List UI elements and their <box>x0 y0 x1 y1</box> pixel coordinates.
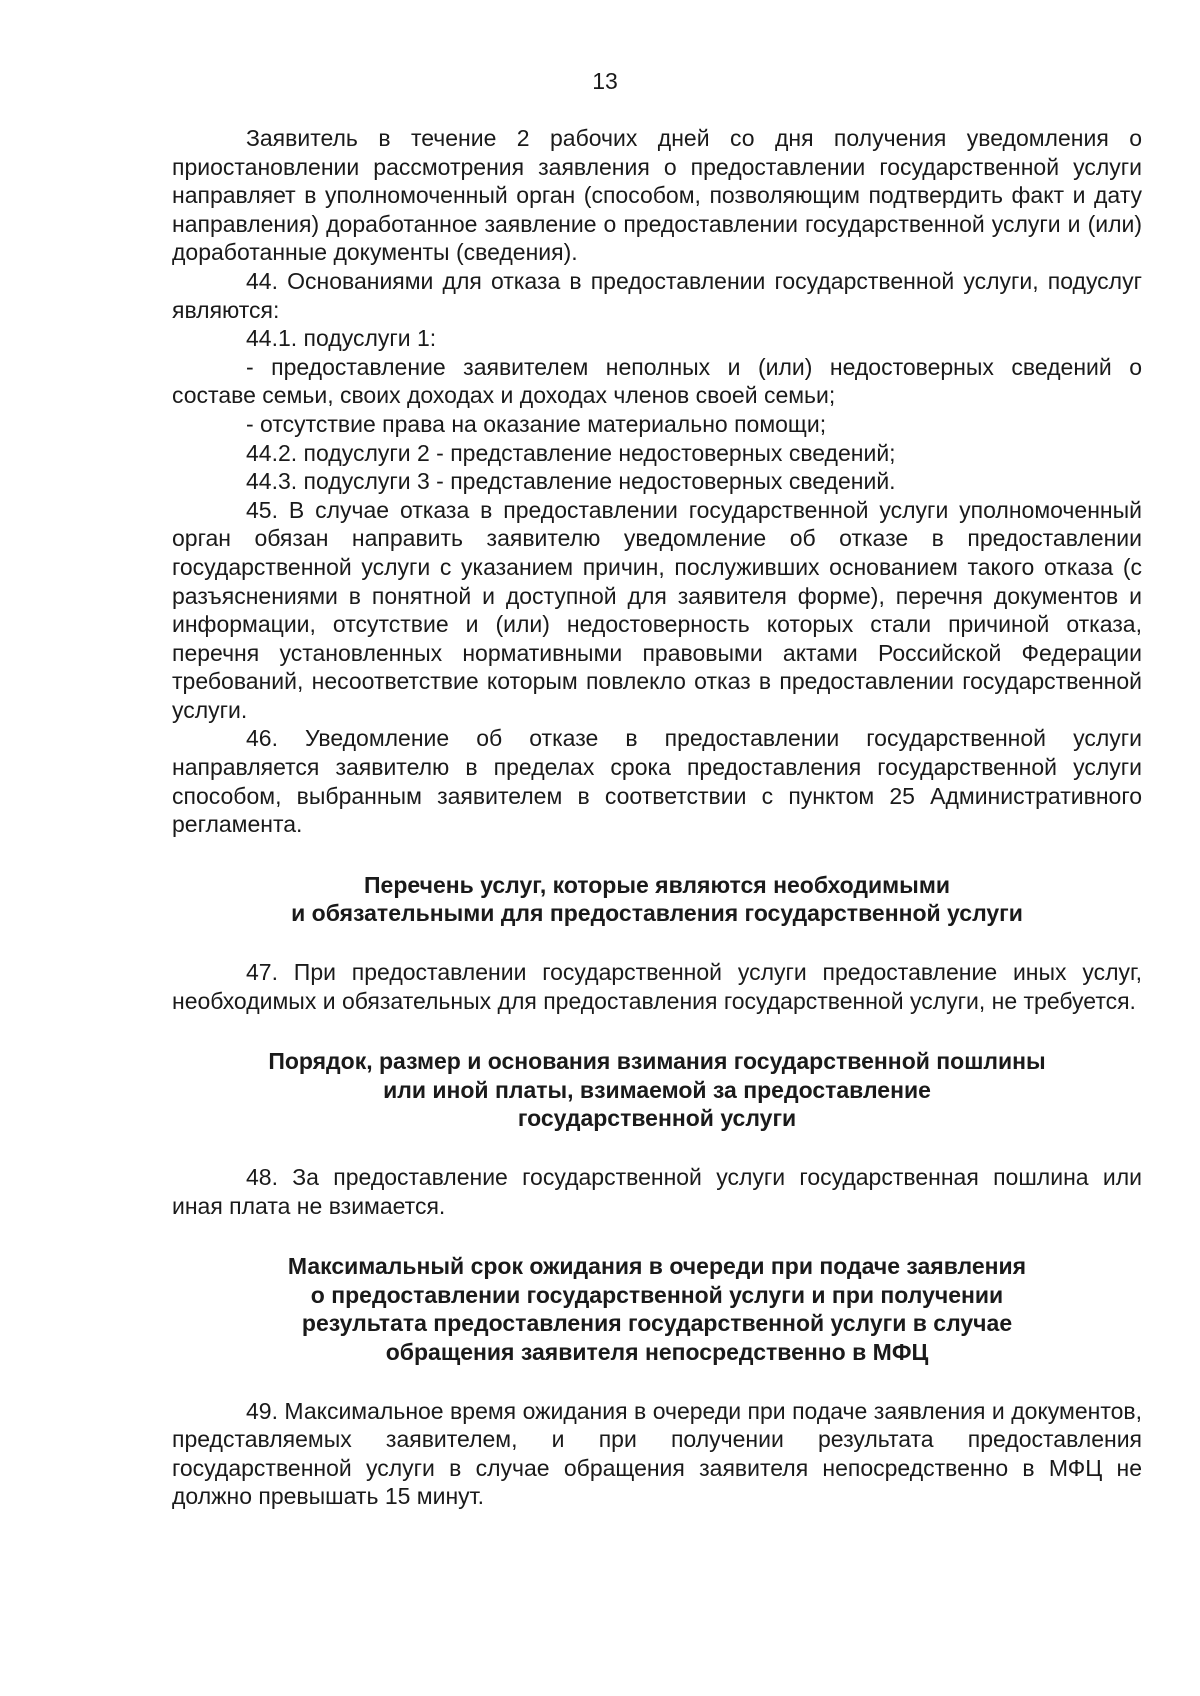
paragraph-44-1-item-a: - предоставление заявителем неполных и (или) недостоверных сведений о составе семьи, своих доходах и доходах членов своей семьи; <box>172 353 1142 409</box>
paragraph-48: 48. За предоставление государственной услуги государственная пошлина или иная плата не взимается. <box>172 1164 1142 1219</box>
page-number: 13 <box>592 68 618 94</box>
heading-line: Максимальный срок ожидания в очереди при подаче заявления <box>287 1253 1027 1280</box>
document-body <box>172 124 1142 1511</box>
heading-line: результата предоставления государственной услуги в случае <box>301 1310 1013 1337</box>
paragraph-44-1-item-b: - отсутствие права на оказание материально помощи; <box>246 410 827 437</box>
paragraph-45: 45. В случае отказа в предоставлении государственной услуги уполномоченный орган обязан направить заявителю уведомление об отказе в предоставлении государственной услуги с указанием причин, послуживших основанием такого отказа (с разъяснениями в понятной и доступной для заявителя форме), перечня документов и информации, отсутствие и (или) недостоверность которых стали причиной отказа, перечня установленных нормативными правовыми актами Российской Федерации требований, несоответствие которым повлекло отказ в предоставлении государственной услуги. <box>172 496 1142 723</box>
section-heading-state-fee <box>172 1047 1142 1133</box>
paragraph-44: 44. Основаниями для отказа в предоставлении государственной услуги, подуслуг являются: <box>172 267 1142 323</box>
paragraph-resubmission: Заявитель в течение 2 рабочих дней со дня получения уведомления о приостановлении рассмотрения заявления о предоставлении государственной услуги направляет в уполномоченный орган (способом, позволяющим подтвердить факт и дату направления) доработанное заявление о предоставлении государственной услуги и (или) доработанные документы (сведения). <box>172 125 1142 266</box>
paragraph-47: 47. При предоставлении государственной услуги предоставление иных услуг, необходимых и обязательных для предоставления государственной услуги, не требуется. <box>172 959 1142 1014</box>
paragraph-44-2: 44.2. подуслуги 2 - представление недостоверных сведений; <box>246 439 896 466</box>
heading-line: или иной платы, взимаемой за предоставление <box>383 1076 931 1103</box>
heading-line: обращения заявителя непосредственно в МФЦ <box>385 1338 929 1365</box>
heading-line: государственной услуги <box>517 1105 797 1132</box>
heading-line: Перечень услуг, которые являются необходимыми <box>364 871 950 898</box>
heading-line: и обязательными для предоставления государственной услуги <box>291 900 1023 927</box>
section-heading-max-wait-time <box>172 1252 1142 1366</box>
heading-line: о предоставлении государственной услуги и при получении <box>310 1281 1004 1308</box>
heading-line: Порядок, размер и основания взимания государственной пошлины <box>268 1048 1046 1075</box>
paragraph-44-1: 44.1. подуслуги 1: <box>246 325 437 352</box>
paragraph-49: 49. Максимальное время ожидания в очереди при подаче заявления и документов, представляемых заявителем, и при получении результата предоставления государственной услуги в случае обращения заявителя непосредственно в МФЦ не должно превышать 15 минут. <box>172 1397 1142 1510</box>
section-heading-required-services <box>172 871 1142 928</box>
paragraph-44-3: 44.3. подуслуги 3 - представление недостоверных сведений. <box>246 468 896 495</box>
paragraph-46: 46. Уведомление об отказе в предоставлении государственной услуги направляется заявителю в пределах срока предоставления государственной услуги способом, выбранным заявителем в соответствии с пунктом 25 Административного регламента. <box>172 725 1142 838</box>
